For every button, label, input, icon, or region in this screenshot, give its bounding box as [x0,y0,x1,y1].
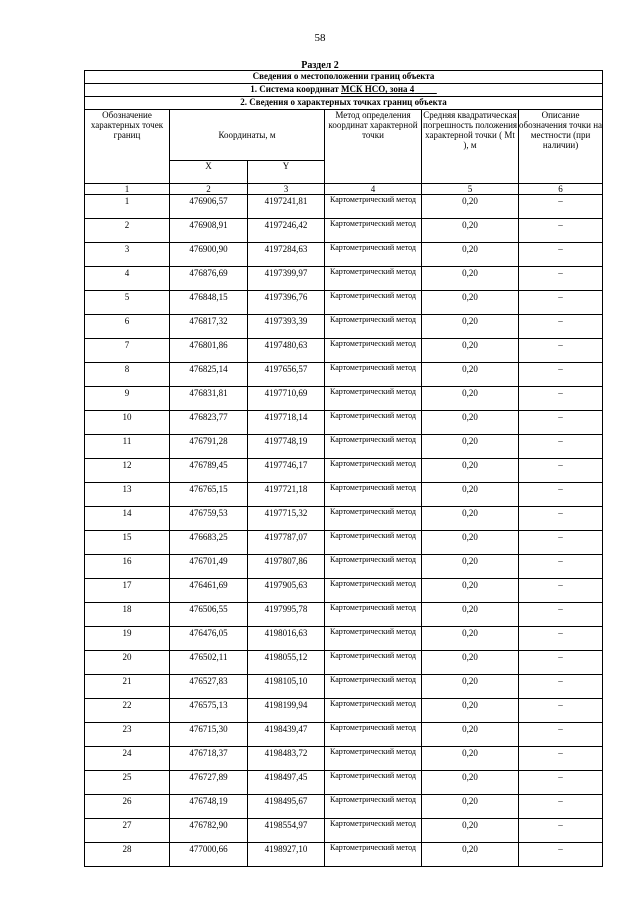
method-cell: Картометрический метод [325,819,422,843]
error-cell: 0,20 [422,483,519,507]
coord-x-cell: 476748,19 [170,795,248,819]
error-cell: 0,20 [422,651,519,675]
coord-x-cell: 476876,69 [170,267,248,291]
description-cell: – [519,507,603,531]
error-cell: 0,20 [422,435,519,459]
coord-x-cell: 476575,13 [170,699,248,723]
coord-x-cell: 476683,25 [170,531,248,555]
point-id-cell: 18 [85,603,170,627]
coord-y-cell: 4198105,10 [248,675,325,699]
point-id-cell: 4 [85,267,170,291]
point-id-cell: 25 [85,771,170,795]
error-cell: 0,20 [422,507,519,531]
points-caption-row [85,97,603,110]
description-cell: – [519,627,603,651]
method-cell: Картометрический метод [325,531,422,555]
point-id-cell: 9 [85,387,170,411]
error-cell: 0,20 [422,723,519,747]
page-number: 58 [314,32,326,44]
description-cell: – [519,771,603,795]
table-row [85,579,603,603]
table-row [85,243,603,267]
header-description: Описание обозначения точки на местности (при наличии) [519,110,603,184]
coord-y-cell: 4197905,63 [248,579,325,603]
description-cell: – [519,723,603,747]
error-cell: 0,20 [422,459,519,483]
error-cell: 0,20 [422,243,519,267]
description-cell: – [519,291,603,315]
error-cell: 0,20 [422,555,519,579]
coord-x-cell: 477000,66 [170,843,248,867]
coord-y-cell: 4198497,45 [248,771,325,795]
coord-y-cell: 4197718,14 [248,411,325,435]
method-cell: Картометрический метод [325,219,422,243]
block-title: Сведения о местоположении границ объекта [85,71,603,84]
point-id-cell: 10 [85,411,170,435]
coord-y-cell: 4198495,67 [248,795,325,819]
coord-x-cell: 476701,49 [170,555,248,579]
method-cell: Картометрический метод [325,699,422,723]
error-cell: 0,20 [422,699,519,723]
point-id-cell: 3 [85,243,170,267]
table-row [85,195,603,219]
method-cell: Картометрический метод [325,195,422,219]
coord-y-cell: 4197396,76 [248,291,325,315]
point-id-cell: 8 [85,363,170,387]
point-id-cell: 12 [85,459,170,483]
method-cell: Картометрический метод [325,747,422,771]
method-cell: Картометрический метод [325,843,422,867]
method-cell: Картометрический метод [325,315,422,339]
description-cell: – [519,195,603,219]
table-row [85,723,603,747]
description-cell: – [519,459,603,483]
error-cell: 0,20 [422,195,519,219]
error-cell: 0,20 [422,531,519,555]
error-cell: 0,20 [422,627,519,651]
table-row [85,651,603,675]
table-row [85,315,603,339]
description-cell: – [519,387,603,411]
method-cell: Картометрический метод [325,483,422,507]
error-cell: 0,20 [422,267,519,291]
table-row [85,747,603,771]
description-cell: – [519,699,603,723]
coord-y-cell: 4198016,63 [248,627,325,651]
coord-y-cell: 4197721,18 [248,483,325,507]
description-cell: – [519,795,603,819]
table-row [85,291,603,315]
coord-x-cell: 476908,91 [170,219,248,243]
coord-x-cell: 476461,69 [170,579,248,603]
header-error: Средняя квадратическая погрешность положения характерной точки ( Mt ), м [422,110,519,184]
table-row [85,267,603,291]
method-cell: Картометрический метод [325,243,422,267]
table-row [85,699,603,723]
coord-x-cell: 476823,77 [170,411,248,435]
description-cell: – [519,411,603,435]
error-cell: 0,20 [422,363,519,387]
point-id-cell: 23 [85,723,170,747]
error-cell: 0,20 [422,603,519,627]
header-row-top [85,110,603,161]
coord-x-cell: 476759,53 [170,507,248,531]
description-cell: – [519,339,603,363]
table-row [85,507,603,531]
method-cell: Картометрический метод [325,435,422,459]
boundary-points-table [84,70,603,867]
table-row [85,555,603,579]
coord-system-cell [85,84,603,97]
error-cell: 0,20 [422,819,519,843]
table-row [85,435,603,459]
description-cell: – [519,747,603,771]
method-cell: Картометрический метод [325,675,422,699]
method-cell: Картометрический метод [325,363,422,387]
table-row [85,483,603,507]
coord-x-cell: 476727,89 [170,771,248,795]
column-number: 4 [325,184,422,195]
point-id-cell: 2 [85,219,170,243]
method-cell: Картометрический метод [325,771,422,795]
point-id-cell: 27 [85,819,170,843]
coord-x-cell: 476831,81 [170,387,248,411]
coord-x-cell: 476506,55 [170,603,248,627]
error-cell: 0,20 [422,675,519,699]
table-row [85,411,603,435]
point-id-cell: 6 [85,315,170,339]
error-cell: 0,20 [422,219,519,243]
method-cell: Картометрический метод [325,579,422,603]
error-cell: 0,20 [422,843,519,867]
block-title-row [85,71,603,84]
coord-system-value: МСК НСО, зона 4 [341,84,415,94]
coord-y-cell: 4197787,07 [248,531,325,555]
point-id-cell: 26 [85,795,170,819]
error-cell: 0,20 [422,579,519,603]
table-row [85,363,603,387]
coord-x-cell: 476825,14 [170,363,248,387]
error-cell: 0,20 [422,747,519,771]
method-cell: Картометрический метод [325,651,422,675]
point-id-cell: 20 [85,651,170,675]
coord-system-row [85,84,603,97]
coord-y-cell: 4198554,97 [248,819,325,843]
point-id-cell: 5 [85,291,170,315]
header-x: X [170,161,248,184]
coord-x-cell: 476715,30 [170,723,248,747]
description-cell: – [519,531,603,555]
coord-y-cell: 4197995,78 [248,603,325,627]
method-cell: Картометрический метод [325,291,422,315]
method-cell: Картометрический метод [325,507,422,531]
coord-system-underline [414,84,437,94]
description-cell: – [519,819,603,843]
table-row [85,627,603,651]
header-point-id: Обозначение характерных точек границ [85,110,170,184]
column-number: 6 [519,184,603,195]
coord-y-cell: 4197710,69 [248,387,325,411]
coord-y-cell: 4197246,42 [248,219,325,243]
coord-x-cell: 476801,86 [170,339,248,363]
error-cell: 0,20 [422,315,519,339]
point-id-cell: 13 [85,483,170,507]
coord-y-cell: 4197480,63 [248,339,325,363]
header-coordinates: Координаты, м [170,110,325,161]
table-row [85,603,603,627]
point-id-cell: 11 [85,435,170,459]
coord-y-cell: 4198199,94 [248,699,325,723]
description-cell: – [519,363,603,387]
method-cell: Картометрический метод [325,387,422,411]
point-id-cell: 14 [85,507,170,531]
table-row [85,771,603,795]
description-cell: – [519,483,603,507]
point-id-cell: 19 [85,627,170,651]
column-number: 1 [85,184,170,195]
table-row [85,387,603,411]
coord-x-cell: 476718,37 [170,747,248,771]
method-cell: Картометрический метод [325,723,422,747]
point-id-cell: 16 [85,555,170,579]
coord-x-cell: 476765,15 [170,483,248,507]
coord-x-cell: 476502,11 [170,651,248,675]
description-cell: – [519,555,603,579]
coord-x-cell: 476782,90 [170,819,248,843]
description-cell: – [519,219,603,243]
coord-system-label: 1. Система координат [250,84,339,94]
description-cell: – [519,603,603,627]
coord-x-cell: 476906,57 [170,195,248,219]
error-cell: 0,20 [422,387,519,411]
coord-y-cell: 4198055,12 [248,651,325,675]
description-cell: – [519,843,603,867]
method-cell: Картометрический метод [325,795,422,819]
coord-y-cell: 4197746,17 [248,459,325,483]
coord-y-cell: 4197399,97 [248,267,325,291]
coord-y-cell: 4198927,10 [248,843,325,867]
column-number: 2 [170,184,248,195]
method-cell: Картометрический метод [325,339,422,363]
coord-y-cell: 4198483,72 [248,747,325,771]
coord-x-cell: 476791,28 [170,435,248,459]
method-cell: Картометрический метод [325,603,422,627]
column-number: 3 [248,184,325,195]
description-cell: – [519,315,603,339]
method-cell: Картометрический метод [325,627,422,651]
coord-x-cell: 476789,45 [170,459,248,483]
coord-x-cell: 476817,32 [170,315,248,339]
coord-y-cell: 4197715,32 [248,507,325,531]
coord-y-cell: 4197748,19 [248,435,325,459]
method-cell: Картометрический метод [325,411,422,435]
coord-y-cell: 4197393,39 [248,315,325,339]
coord-y-cell: 4197807,86 [248,555,325,579]
table-row [85,843,603,867]
table-row [85,219,603,243]
point-id-cell: 15 [85,531,170,555]
error-cell: 0,20 [422,771,519,795]
description-cell: – [519,243,603,267]
header-method: Метод определения координат характерной точки [325,110,422,184]
coord-y-cell: 4197284,63 [248,243,325,267]
coord-y-cell: 4197241,81 [248,195,325,219]
point-id-cell: 17 [85,579,170,603]
coord-x-cell: 476848,15 [170,291,248,315]
description-cell: – [519,651,603,675]
section-title: Раздел 2 [301,60,339,71]
error-cell: 0,20 [422,411,519,435]
point-id-cell: 7 [85,339,170,363]
coord-y-cell: 4197656,57 [248,363,325,387]
method-cell: Картометрический метод [325,555,422,579]
point-id-cell: 21 [85,675,170,699]
table-row [85,531,603,555]
table-row [85,675,603,699]
point-id-cell: 24 [85,747,170,771]
point-id-cell: 22 [85,699,170,723]
description-cell: – [519,579,603,603]
error-cell: 0,20 [422,339,519,363]
table-row [85,819,603,843]
method-cell: Картометрический метод [325,267,422,291]
coord-x-cell: 476900,90 [170,243,248,267]
point-id-cell: 1 [85,195,170,219]
table-row [85,339,603,363]
header-y: Y [248,161,325,184]
coord-x-cell: 476476,05 [170,627,248,651]
error-cell: 0,20 [422,291,519,315]
point-id-cell: 28 [85,843,170,867]
description-cell: – [519,675,603,699]
column-number-row [85,184,603,195]
column-number: 5 [422,184,519,195]
points-caption: 2. Сведения о характерных точках границ объекта [85,97,603,110]
error-cell: 0,20 [422,795,519,819]
coord-x-cell: 476527,83 [170,675,248,699]
table-row [85,459,603,483]
description-cell: – [519,435,603,459]
table-row [85,795,603,819]
method-cell: Картометрический метод [325,459,422,483]
description-cell: – [519,267,603,291]
coord-y-cell: 4198439,47 [248,723,325,747]
